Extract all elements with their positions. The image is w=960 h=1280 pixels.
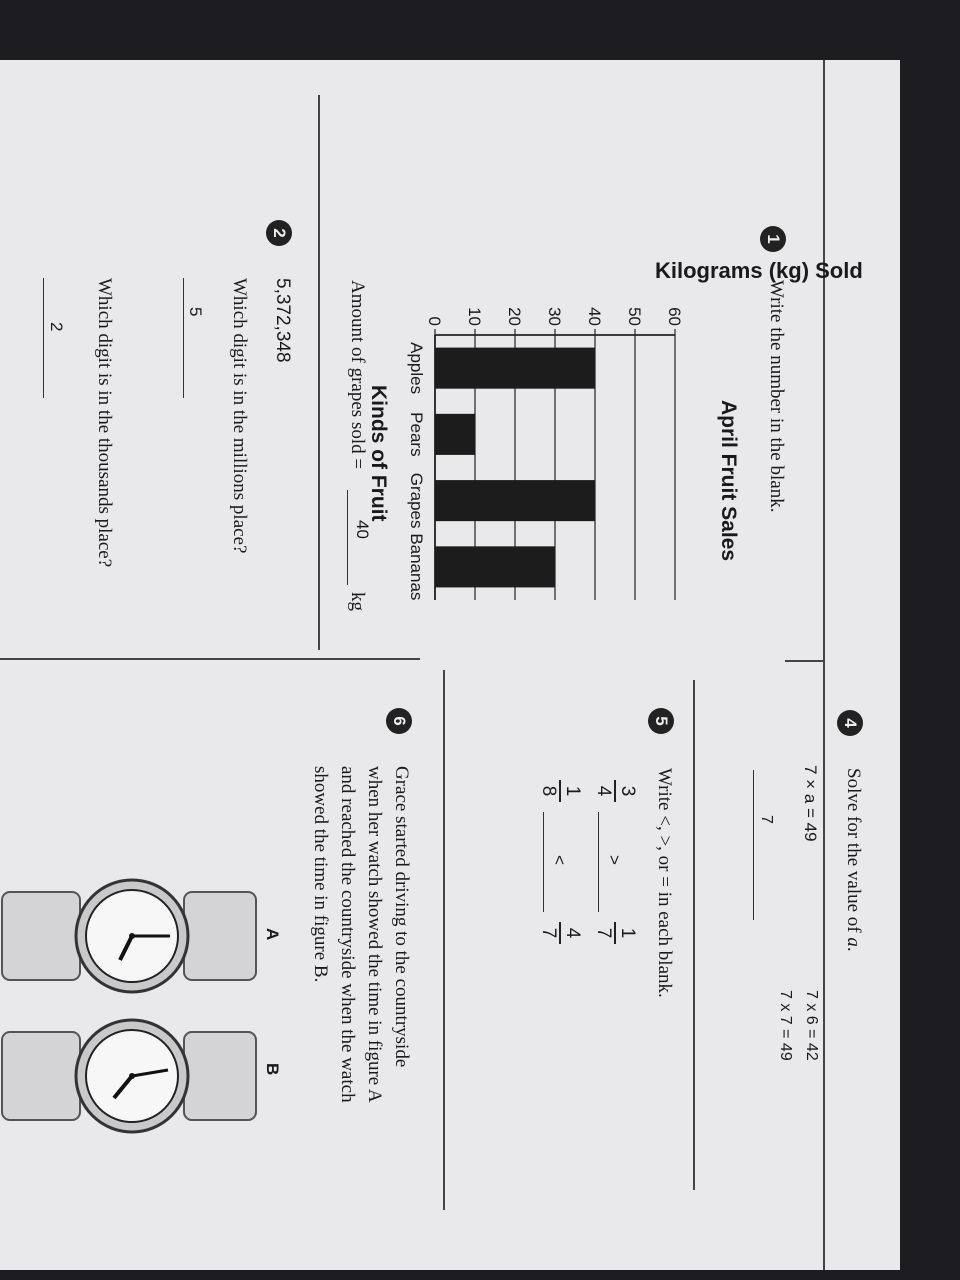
q4-divider	[693, 680, 695, 1190]
x-tick-label: Pears	[407, 412, 426, 457]
q4-prompt-start: Solve for the value of	[843, 768, 864, 938]
bar-chart	[405, 295, 685, 615]
worksheet-page	[0, 60, 900, 1270]
q1-answer-value: 40	[353, 520, 372, 539]
q5-row2-right-denominator: 7	[538, 927, 559, 939]
y-tick-label: 60	[665, 307, 684, 326]
q6-line-2: when her watch showed the time in figure A	[364, 766, 385, 1103]
q6-line-3: and reached the countryside when the watch	[337, 766, 358, 1103]
worksheet-content	[0, 60, 900, 1270]
chart-ylabel: Kilograms (kg) Sold	[655, 258, 863, 283]
q2-prompt-millions: Which digit is in the millions place?	[229, 278, 250, 554]
q5-divider	[443, 670, 445, 1210]
bar-grapes	[435, 480, 595, 521]
q6-text	[307, 766, 415, 1103]
q5-row1-symbol: >	[605, 855, 624, 865]
q5-row2-right-numerator: 4	[562, 927, 583, 939]
y-tick-label: 20	[505, 307, 524, 326]
q2-answer-thousands: 2	[47, 322, 66, 332]
bar-pears	[435, 414, 475, 455]
q1-answer-unit: kg	[347, 592, 368, 611]
q5-row2-left-fraction	[538, 780, 582, 802]
question-number-1: 1	[760, 226, 786, 252]
x-tick-label: Apples	[407, 342, 426, 395]
q5-row1-right-fraction	[593, 922, 637, 944]
q6-line-4: showed the time in figure B.	[310, 766, 331, 983]
q4-equation: 7 × a = 49	[801, 765, 820, 842]
q2-number-value: 5,372,348	[272, 278, 293, 363]
q5-row2-left-numerator: 1	[562, 785, 583, 797]
q4-answer: 7	[758, 815, 775, 824]
question-number-4: 4	[837, 710, 863, 736]
chart-title: April Fruit Sales	[717, 400, 740, 562]
y-tick-label: 0	[425, 316, 444, 326]
q5-row1-left-denominator: 4	[593, 785, 614, 797]
q1-prompt: Write the number in the blank.	[766, 280, 787, 513]
q5-row2-right-fraction	[538, 922, 582, 944]
q4-prompt-end: .	[843, 946, 864, 952]
vertical-divider-lower	[0, 658, 420, 660]
question-number-5: 5	[648, 708, 674, 734]
top-rule	[823, 60, 825, 1270]
x-tick-label: Bananas	[407, 533, 426, 601]
chart-xlabel: Kinds of Fruit	[367, 385, 390, 522]
q1-answer-label: Amount of grapes sold =	[347, 280, 368, 470]
y-tick-label: 50	[625, 307, 644, 326]
q2-blank-millions[interactable]	[183, 278, 210, 398]
x-tick-label: Grapes	[407, 472, 426, 529]
q5-row2-left-denominator: 8	[538, 785, 559, 797]
q2-answer-millions: 5	[186, 307, 205, 317]
watch-figure-b-icon	[0, 960, 260, 1190]
question-number-6: 6	[386, 708, 412, 734]
question-number-2: 2	[266, 220, 292, 246]
q5-row1-right-numerator: 1	[617, 927, 638, 939]
q2-prompt-thousands: Which digit is in the thousands place?	[94, 278, 115, 568]
q2-blank-thousands[interactable]	[43, 278, 68, 398]
y-tick-label: 10	[465, 307, 484, 326]
q4-work-line-1: 7 x 6 = 42	[803, 990, 820, 1061]
figure-a-label: A	[263, 928, 282, 941]
q5-row2-symbol: <	[550, 855, 569, 865]
q5-row1-right-denominator: 7	[593, 927, 614, 939]
q4-answer-blank[interactable]	[753, 770, 780, 920]
bar-apples	[435, 348, 595, 389]
y-tick-label: 40	[585, 307, 604, 326]
q5-row1-left-fraction	[593, 780, 637, 802]
figure-b-label: B	[263, 1063, 282, 1076]
q4-prompt-variable: a	[843, 937, 864, 947]
q5-prompt: Write <, >, or = in each blank.	[654, 768, 675, 998]
bar-bananas	[435, 546, 555, 587]
q5-row1-left-numerator: 3	[617, 785, 638, 797]
left-section-divider	[318, 95, 320, 650]
vertical-divider-upper	[785, 660, 825, 662]
q4-work-line-2: 7 x 7 = 49	[777, 990, 794, 1061]
q4-prompt	[842, 768, 864, 952]
y-tick-label: 30	[545, 307, 564, 326]
q6-line-1: Grace started driving to the countryside	[391, 766, 412, 1068]
